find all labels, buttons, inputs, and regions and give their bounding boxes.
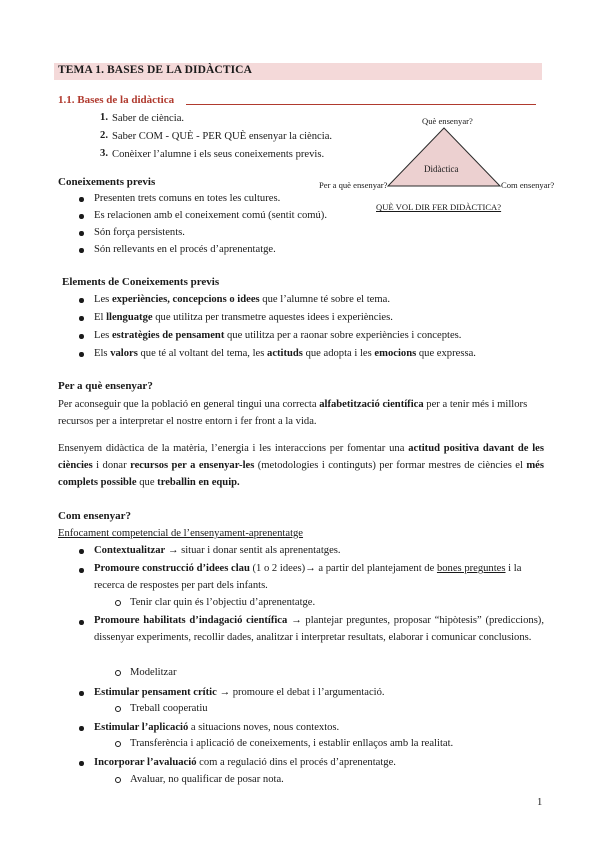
diagram-left-label: Per a què ensenyar?	[319, 180, 388, 190]
numbered-item: Conèixer l’alumne i els seus coneixements previs.	[112, 149, 325, 160]
sub-bullet-icon	[115, 777, 121, 783]
bullet-icon	[79, 568, 84, 573]
section-underline	[186, 104, 536, 105]
numbered-item: Saber COM - QUÈ - PER QUÈ ensenyar la ciència.	[112, 131, 333, 142]
bullet-icon	[79, 620, 84, 625]
diagram-right-label: Com ensenyar?	[501, 180, 555, 190]
subheading: Enfocament competencial de l’ensenyament-aprenentatge	[58, 528, 304, 539]
diagram-top-label: Què ensenyar?	[422, 116, 473, 126]
list-item: Promoure construcció d’idees clau (1 o 2 idees)→ a partir del plantejament de bones preguntes i la recerca de respostes per part dels infants.	[94, 563, 522, 591]
numbered-item: Saber de ciència.	[112, 113, 185, 124]
heading-com-ensenyar: Com ensenyar?	[58, 510, 132, 522]
bullet-icon	[79, 691, 84, 696]
diagram-center-label: Didàctica	[424, 164, 459, 174]
list-item: Es relacionen amb el coneixement comú (sentit comú).	[94, 210, 327, 221]
list-number: 2.	[100, 130, 108, 141]
heading-elements: Elements de Coneixements previs	[62, 276, 220, 288]
list-item: Contextualitzar → situar i donar sentit als aprenentatges.	[94, 545, 341, 556]
list-number: 3.	[100, 148, 108, 159]
bullet-icon	[79, 761, 84, 766]
sub-item: Modelitzar	[130, 667, 177, 678]
list-item: El llenguatge que utilitza per transmetre aquestes idees i experiències.	[94, 312, 393, 323]
sub-item: Avaluar, no qualificar de posar nota.	[130, 774, 284, 785]
list-item: Són rellevants en el procés d’aprenentatge.	[94, 244, 276, 255]
paragraph: Per aconseguir que la població en general tingui una correcta alfabetització científica per a tenir més i millors recursos per a interpretar el nostre entorn i fer front a la vida.	[58, 399, 528, 427]
list-item: Promoure habilitats d’indagació científica → plantejar preguntes, proposar “hipòtesis” (prediccions), dissenyar experiments, recollir dades, analitzar i interpretar resultats, elaborar i comunicar conclusions.	[94, 615, 544, 643]
sub-bullet-icon	[115, 670, 121, 676]
bullet-icon	[79, 549, 84, 554]
sub-item: Tenir clar quin és l’objectiu d’aprenentatge.	[130, 597, 316, 608]
sub-bullet-icon	[115, 600, 121, 606]
bullet-icon	[79, 316, 84, 321]
bullet-icon	[79, 214, 84, 219]
sub-item: Treball cooperatiu	[130, 703, 208, 714]
bullet-icon	[79, 248, 84, 253]
section-heading: 1.1. Bases de la didàctica	[58, 94, 175, 106]
diagram-caption: QUÈ VOL DIR FER DIDÀCTICA?	[376, 202, 502, 212]
paragraph: Ensenyem didàctica de la matèria, l’energia i les interaccions per fomentar una actitud positiva davant de les ciències i donar recursos per a ensenyar-les (metodologies i continguts) per formar mestres de ciències el més complets possible que treballin en equip.	[58, 443, 545, 488]
list-item: Estimular pensament crític → promoure el debat i l’argumentació.	[94, 687, 385, 698]
list-item: Presenten trets comuns en totes les cultures.	[94, 193, 281, 204]
sub-bullet-icon	[115, 706, 121, 712]
heading-coneixements-previs: Coneixements previs	[58, 176, 156, 188]
list-item: Estimular l’aplicació a situacions noves, nous contextos.	[94, 722, 340, 733]
bullet-icon	[79, 231, 84, 236]
list-item: Incorporar l’avaluació com a regulació dins el procés d’aprenentatge.	[94, 757, 396, 768]
list-number: 1.	[100, 112, 108, 123]
bullet-icon	[79, 726, 84, 731]
bullet-icon	[79, 298, 84, 303]
page-title: TEMA 1. BASES DE LA DIDÀCTICA	[58, 64, 252, 76]
sub-bullet-icon	[115, 741, 121, 747]
list-item: Les estratègies de pensament que utilitza per a raonar sobre experiències i conceptes.	[94, 330, 462, 341]
triangle-diagram	[386, 126, 502, 188]
heading-per-a-que: Per a què ensenyar?	[58, 380, 153, 392]
bullet-icon	[79, 352, 84, 357]
sub-item: Transferència i aplicació de coneixements, i establir enllaços amb la realitat.	[130, 738, 454, 749]
list-item: Els valors que té al voltant del tema, les actituds que adopta i les emocions que expressa.	[94, 348, 476, 359]
page-number: 1	[537, 797, 543, 808]
list-item: Les experiències, concepcions o idees que l’alumne té sobre el tema.	[94, 294, 390, 305]
bullet-icon	[79, 334, 84, 339]
bullet-icon	[79, 197, 84, 202]
list-item: Són força persistents.	[94, 227, 185, 238]
